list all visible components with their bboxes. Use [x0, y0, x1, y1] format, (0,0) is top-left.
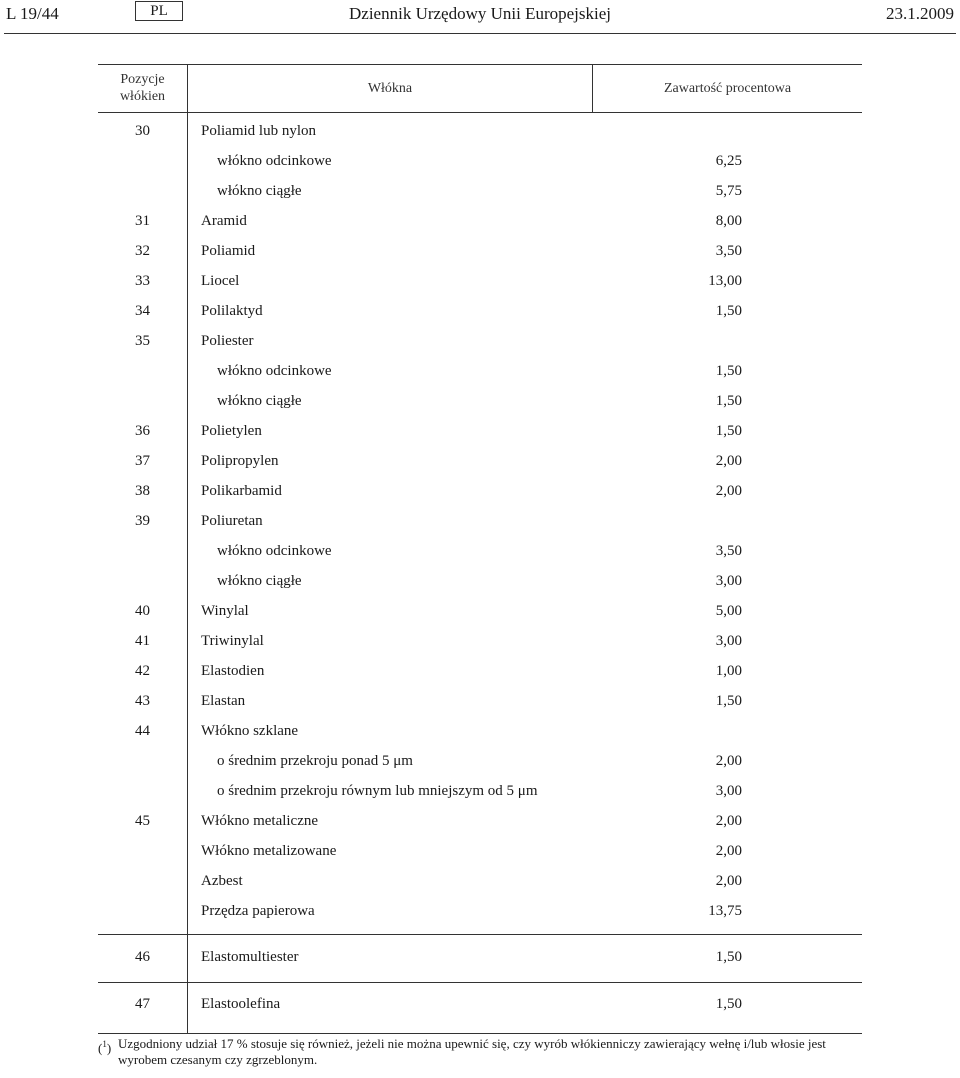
row-subfibre-name: włókno ciągłe: [217, 183, 302, 199]
row-position-number: 37: [135, 453, 150, 469]
header-positions-line2: włókien: [119, 89, 166, 104]
row-percentage: 3,50: [715, 543, 742, 559]
row-fibre-name: Elastodien: [201, 663, 265, 679]
footnote-text: Uzgodniony udział 17 % stosuje się również, jeżeli nie można upewnić się, czy wyrób włókienniczy zawierający wełnę i/lub włosie jest wyrobem czesanym czy zgrzeblonym.: [118, 1036, 826, 1067]
header-bottom-rule: [98, 112, 862, 113]
row-position-number: 38: [135, 483, 150, 499]
row-percentage: 13,75: [708, 903, 742, 919]
row-position-number: 35: [135, 333, 150, 349]
row-percentage: 1,50: [715, 363, 742, 379]
row-subfibre-name: włókno odcinkowe: [217, 153, 332, 169]
row-percentage: 1,00: [715, 663, 742, 679]
row-position-number: 31: [135, 213, 150, 229]
header-percentage: Zawartość procentowa: [663, 81, 792, 96]
row-percentage: 2,00: [715, 483, 742, 499]
row-fibre-name: Elastomultiester: [201, 949, 299, 965]
row-fibre-name: Polikarbamid: [201, 483, 282, 499]
row-position-number: 43: [135, 693, 150, 709]
row-percentage: 13,00: [708, 273, 742, 289]
row-fibre-name: Włókno metalizowane: [201, 843, 337, 859]
page-reference: L 19/44: [6, 4, 59, 23]
publication-date: 23.1.2009: [886, 4, 954, 23]
row-fibre-name: Elastoolefina: [201, 996, 281, 1012]
row-fibre-name: Aramid: [201, 213, 247, 229]
row-percentage: 1,50: [715, 996, 742, 1012]
row-fibre-name: Poliamid: [201, 243, 256, 259]
row-fibre-name: Winylal: [201, 603, 249, 619]
row-position-number: 32: [135, 243, 150, 259]
row-fibre-name: Polilaktyd: [201, 303, 263, 319]
column-divider: [187, 112, 188, 1034]
row-percentage: 3,00: [715, 633, 742, 649]
row-fibre-name: Triwinylal: [201, 633, 264, 649]
row-position-number: 41: [135, 633, 150, 649]
row-position-number: 33: [135, 273, 150, 289]
row-fibre-name: Poliamid lub nylon: [201, 123, 317, 139]
row-percentage: 6,25: [715, 153, 742, 169]
row-subfibre-name: o średnim przekroju równym lub mniejszym od 5 μm: [217, 783, 538, 799]
header-positions-line1: Pozycje: [120, 72, 165, 87]
row-percentage: 1,50: [715, 693, 742, 709]
row-percentage: 2,00: [715, 753, 742, 769]
footnote-mark: ($^1$): [98, 1039, 112, 1056]
row-position-number: 45: [135, 813, 150, 829]
fibre-table: [98, 64, 862, 1034]
header-fibres: Włókna: [367, 81, 413, 96]
row-subfibre-name: włókno odcinkowe: [217, 543, 332, 559]
row-percentage: 2,00: [715, 453, 742, 469]
row-percentage: 2,00: [715, 843, 742, 859]
row-position-number: 42: [135, 663, 150, 679]
row-percentage: 5,75: [715, 183, 742, 199]
row-percentage: 1,50: [715, 423, 742, 439]
page-header: [0, 0, 960, 36]
table-top-rule: [98, 64, 862, 65]
row-rule: [98, 982, 862, 983]
row-fibre-name: Poliester: [201, 333, 254, 349]
row-percentage: 3,00: [715, 573, 742, 589]
row-percentage: 3,50: [715, 243, 742, 259]
row-position-number: 34: [135, 303, 150, 319]
row-percentage: 1,50: [715, 949, 742, 965]
row-position-number: 39: [135, 513, 150, 529]
row-subfibre-name: włókno ciągłe: [217, 573, 302, 589]
header-positions: [98, 71, 187, 105]
row-percentage: 2,00: [715, 873, 742, 889]
row-fibre-name: Poliuretan: [201, 513, 263, 529]
language-badge: PL: [135, 1, 183, 21]
row-fibre-name: Azbest: [201, 873, 243, 889]
row-fibre-name: Włókno metaliczne: [201, 813, 319, 829]
row-subfibre-name: o średnim przekroju ponad 5 μm: [217, 753, 413, 769]
header-rule: [4, 33, 956, 34]
row-fibre-name: Polietylen: [201, 423, 262, 439]
row-position-number: 36: [135, 423, 150, 439]
row-percentage: 1,50: [715, 303, 742, 319]
row-fibre-name: Liocel: [201, 273, 240, 289]
journal-title: Dziennik Urzędowy Unii Europejskiej: [349, 4, 612, 23]
row-position-number: 47: [135, 996, 150, 1012]
row-fibre-name: Elastan: [201, 693, 246, 709]
row-percentage: 1,50: [715, 393, 742, 409]
row-percentage: 2,00: [715, 813, 742, 829]
table-bottom-rule: [98, 1033, 862, 1034]
row-subfibre-name: włókno odcinkowe: [217, 363, 332, 379]
row-fibre-name: Polipropylen: [201, 453, 279, 469]
row-position-number: 40: [135, 603, 150, 619]
row-fibre-name: Przędza papierowa: [201, 903, 315, 919]
row-percentage: 8,00: [715, 213, 742, 229]
row-percentage: 5,00: [715, 603, 742, 619]
row-rule: [98, 934, 862, 935]
row-position-number: 30: [135, 123, 150, 139]
row-subfibre-name: włókno ciągłe: [217, 393, 302, 409]
row-fibre-name: Włókno szklane: [201, 723, 299, 739]
row-position-number: 44: [135, 723, 150, 739]
row-position-number: 46: [135, 949, 150, 965]
row-percentage: 3,00: [715, 783, 742, 799]
